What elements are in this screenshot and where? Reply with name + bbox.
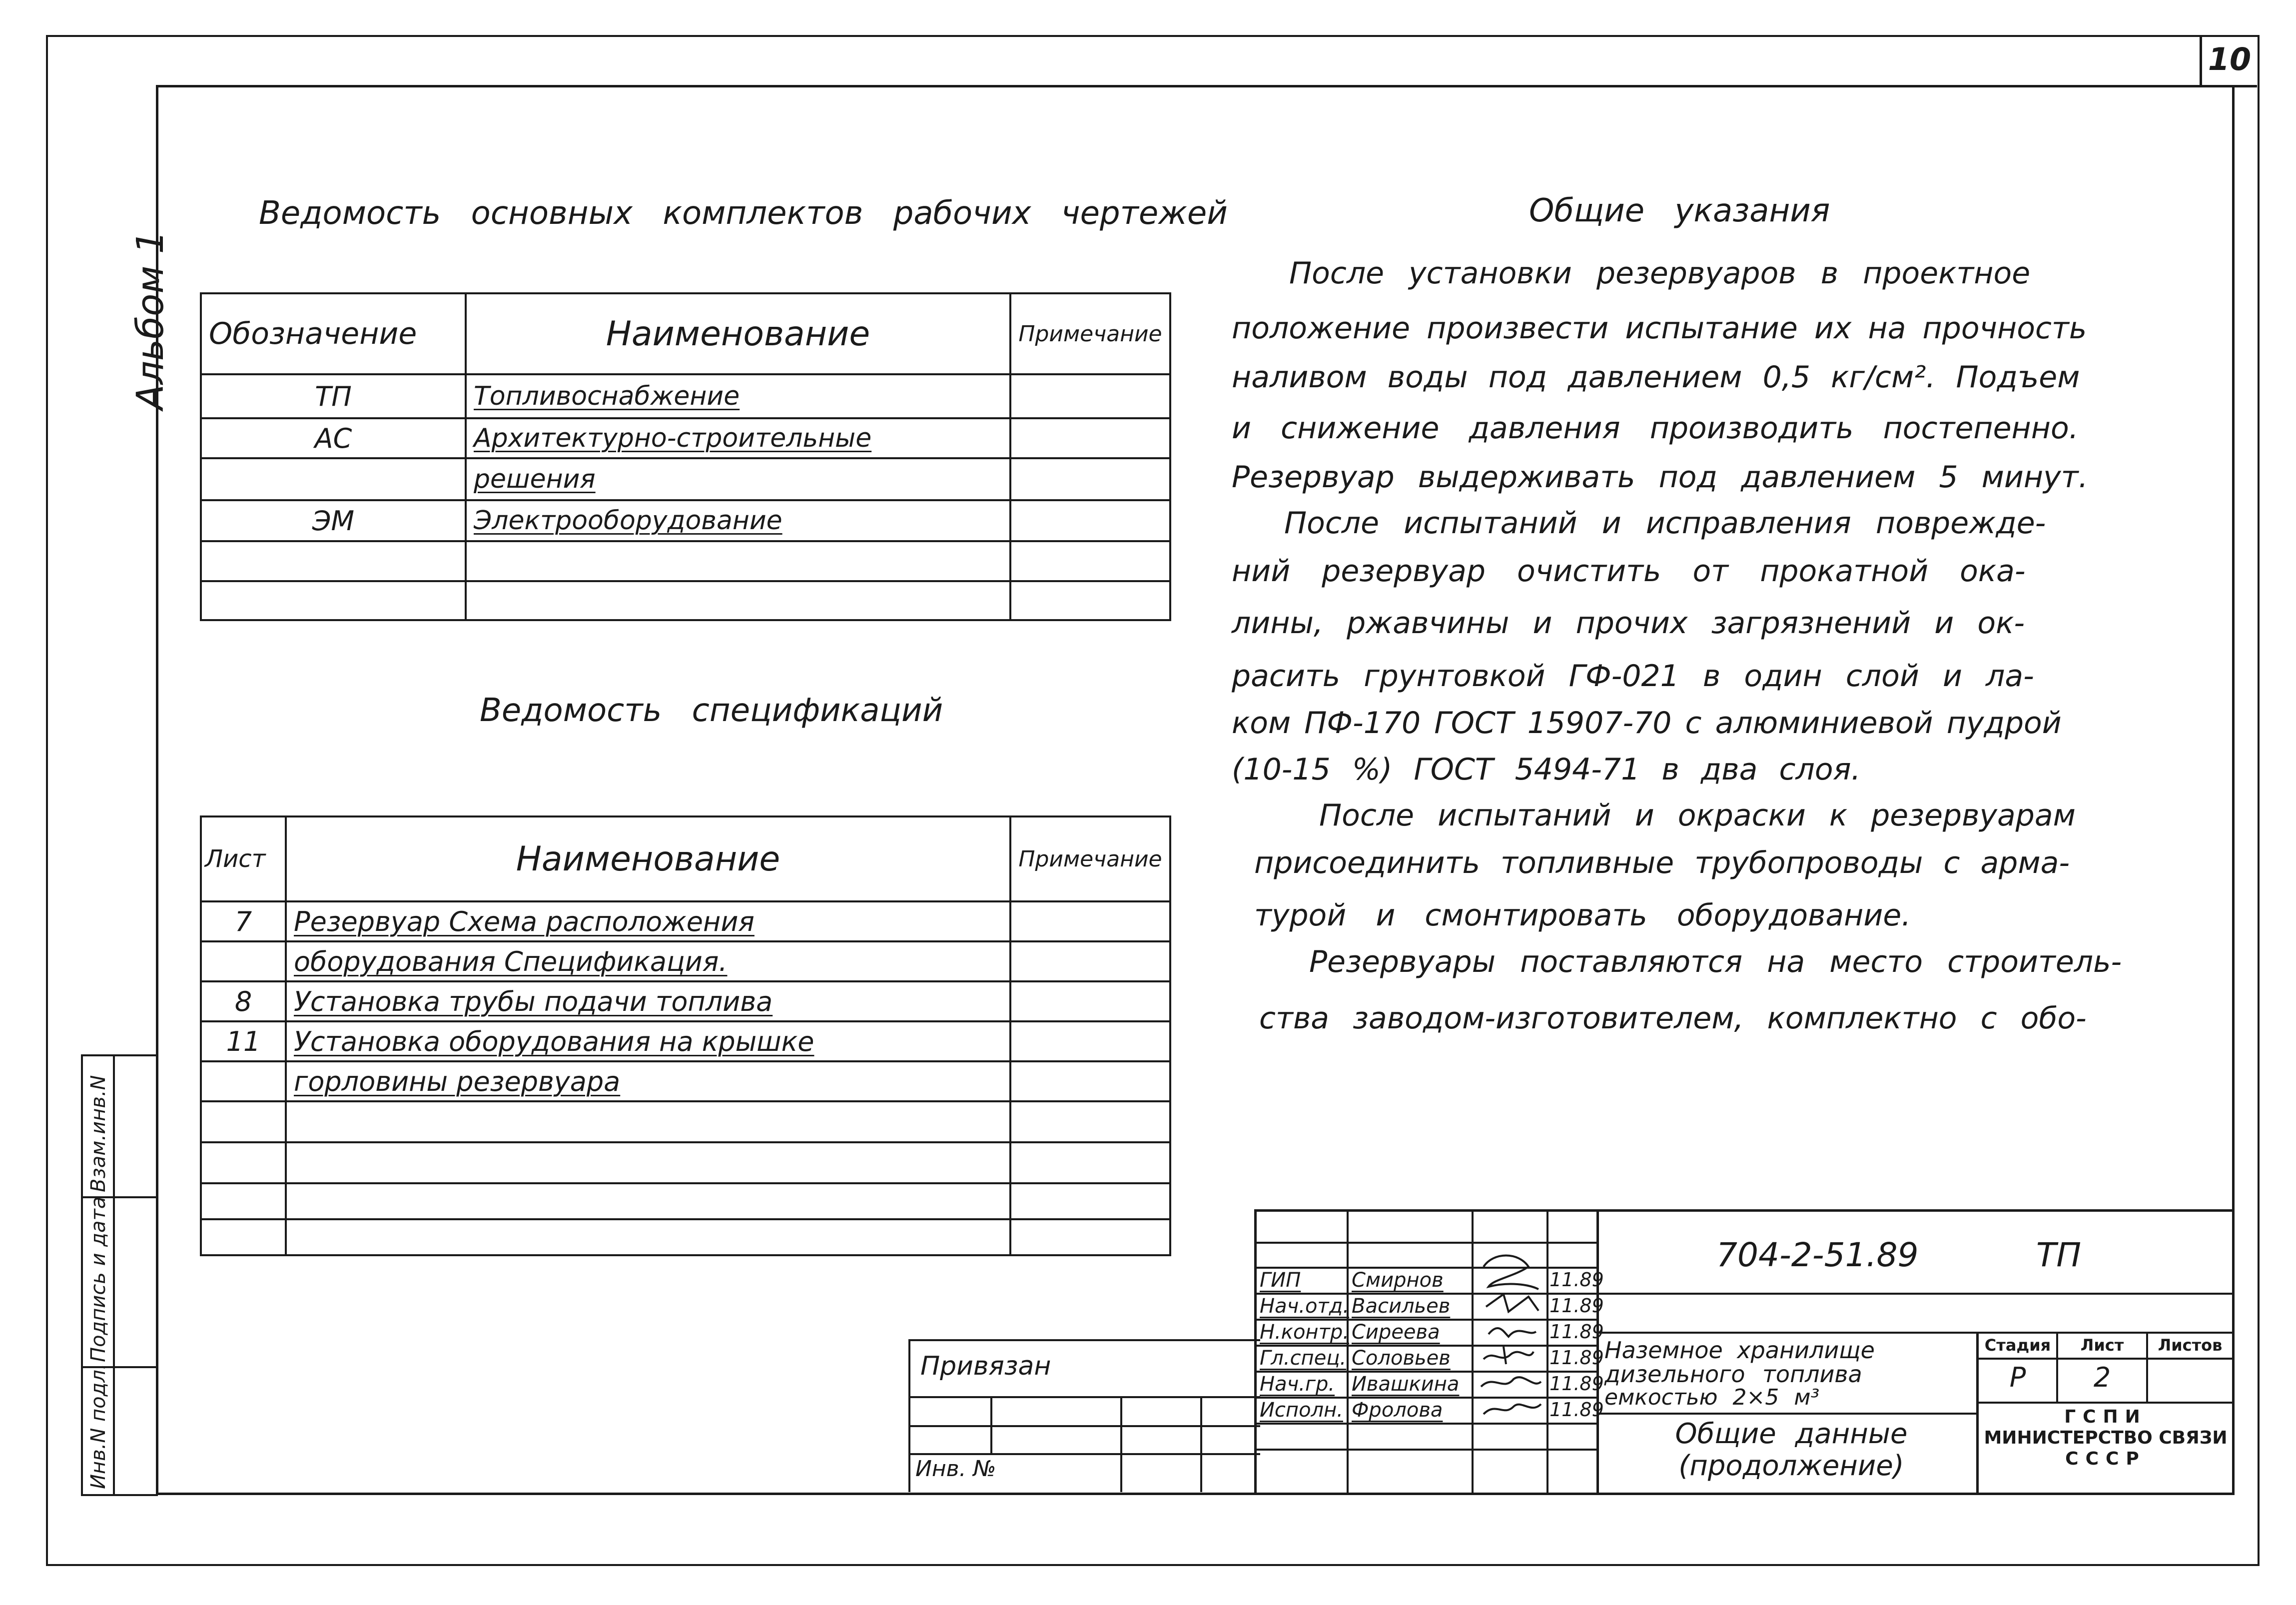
sheets-header: Листов — [2158, 1336, 2223, 1355]
inv-number-label: Инв. № — [915, 1456, 996, 1482]
stage-header: Стадия — [1984, 1336, 2051, 1355]
table-row — [201, 1142, 1170, 1183]
title-block: 704-2-51.89 ТП ГИП Смирнов 11.89 Нач.отд. Васильев 11.89 Н.контр. Сиреева 11.89 Гл.спец. Соловьев 11.89 Нач.гр. Ивашкина 11.89 Исполн. Фролова 11.89 Наземное хранилище дизельного топлива емкостью 2×5 м³ Общие данные (продолжение) Стадия Лист Листов Р 2 ГСПИ МИНИСТЕРСТВО СВЯЗИ СССР — [1254, 1209, 2232, 1493]
object-name-line: дизельного топлива — [1604, 1361, 1862, 1388]
drawings-list-table — [200, 292, 1171, 621]
doc-code: 704-2-51.89 — [1716, 1236, 1919, 1274]
stage-value: Р — [2009, 1362, 2026, 1393]
table-row — [201, 1101, 1170, 1142]
notes-line: После испытаний и исправления поврежде- — [1284, 506, 2046, 541]
side-stamp — [81, 1054, 158, 1496]
header-name: Наименование — [286, 816, 1010, 901]
notes-line: положение произвести испытание их на прочность — [1232, 311, 2087, 346]
sheet-value: 2 — [2093, 1362, 2111, 1393]
drawings-list-title: Ведомость основных комплектов рабочих чертежей — [259, 195, 1228, 232]
header-note: Примечание — [1010, 293, 1170, 374]
notes-line: и снижение давления производить постепенно. — [1232, 411, 2079, 446]
table-row — [201, 1183, 1170, 1219]
table-row: 11 Установка оборудования на крышке — [201, 1021, 1170, 1061]
page-number-box — [2200, 35, 2257, 87]
header-sheet: Лист — [201, 816, 286, 901]
sheet-title-line: (продолжение) — [1678, 1450, 1904, 1482]
org-line: ГСПИ — [2064, 1407, 2147, 1427]
table-row — [201, 1219, 1170, 1255]
table-row: решения — [201, 458, 1170, 500]
general-notes-title: Общие указания — [1529, 192, 1830, 229]
notes-line: После установки резервуаров в проектное — [1289, 256, 2031, 291]
notes-line: После испытаний и окраски к резервуарам — [1319, 798, 2076, 833]
org-line: СССР — [2065, 1449, 2146, 1469]
notes-line: наливом воды под давлением 0,5 кг/см². Подъем — [1232, 360, 2080, 395]
object-name-line: емкостью 2×5 м³ — [1604, 1385, 1820, 1410]
page-number: 10 — [2208, 41, 2252, 77]
org-line: МИНИСТЕРСТВО СВЯЗИ — [1984, 1428, 2228, 1448]
notes-line: лины, ржавчины и прочих загрязнений и ок- — [1232, 606, 2025, 641]
notes-line: (10-15 %) ГОСТ 5494-71 в два слоя. — [1232, 752, 1861, 787]
notes-line: турой и смонтировать оборудование. — [1254, 898, 1911, 933]
album-label: Альбом 1 — [129, 230, 172, 410]
notes-line: расить грунтовкой ГФ-021 в один слой и ла- — [1232, 659, 2034, 694]
table-row: ЭМ Электрооборудование — [201, 500, 1170, 541]
table-row: 7 Резервуар Схема расположения — [201, 901, 1170, 941]
spec-list-title: Ведомость спецификаций — [480, 692, 943, 729]
notes-line: ний резервуар очистить от прокатной ока- — [1232, 554, 2026, 589]
object-name-line: Наземное хранилище — [1604, 1337, 1875, 1364]
table-row: АС Архитектурно-строительные — [201, 418, 1170, 458]
side-stamp-label-replace: Взам.инв.N — [87, 1075, 110, 1192]
table-row: 8 Установка трубы подачи топлива — [201, 981, 1170, 1021]
sheet-header: Лист — [2080, 1336, 2124, 1355]
notes-line: ства заводом-изготовителем, комплектно с обо- — [1259, 1001, 2087, 1036]
table-row: ТП Топливоснабжение — [201, 374, 1170, 418]
spec-list-header-row — [201, 816, 1170, 901]
notes-line: Резервуары поставляются на место строитель- — [1309, 944, 2122, 979]
header-code: Обозначение — [201, 293, 466, 374]
table-row: горловины резервуара — [201, 1061, 1170, 1101]
signatures — [1474, 1232, 1546, 1427]
side-stamp-label-sign: Подпись и дата — [87, 1196, 110, 1362]
side-stamp-label-inv: Инв.N подл. — [87, 1363, 110, 1489]
doc-mark: ТП — [2036, 1236, 2081, 1274]
header-name: Наименование — [466, 293, 1010, 374]
table-row — [201, 541, 1170, 581]
drawings-list-header-row — [201, 293, 1170, 374]
spec-list-table — [200, 815, 1171, 1256]
notes-line: Резервуар выдерживать под давлением 5 минут. — [1232, 460, 2088, 495]
table-row — [201, 581, 1170, 620]
notes-line: ком ПФ-170 ГОСТ 15907-70 с алюминиевой пудрой — [1232, 706, 2062, 741]
sheet-title-line: Общие данные — [1675, 1418, 1908, 1450]
header-note: Примечание — [1010, 816, 1170, 901]
privyazan-block — [908, 1339, 1260, 1492]
privyazan-label: Привязан — [920, 1351, 1051, 1381]
table-row: оборудования Спецификация. — [201, 941, 1170, 981]
notes-line: присоединить топливные трубопроводы с арма- — [1254, 845, 2070, 880]
